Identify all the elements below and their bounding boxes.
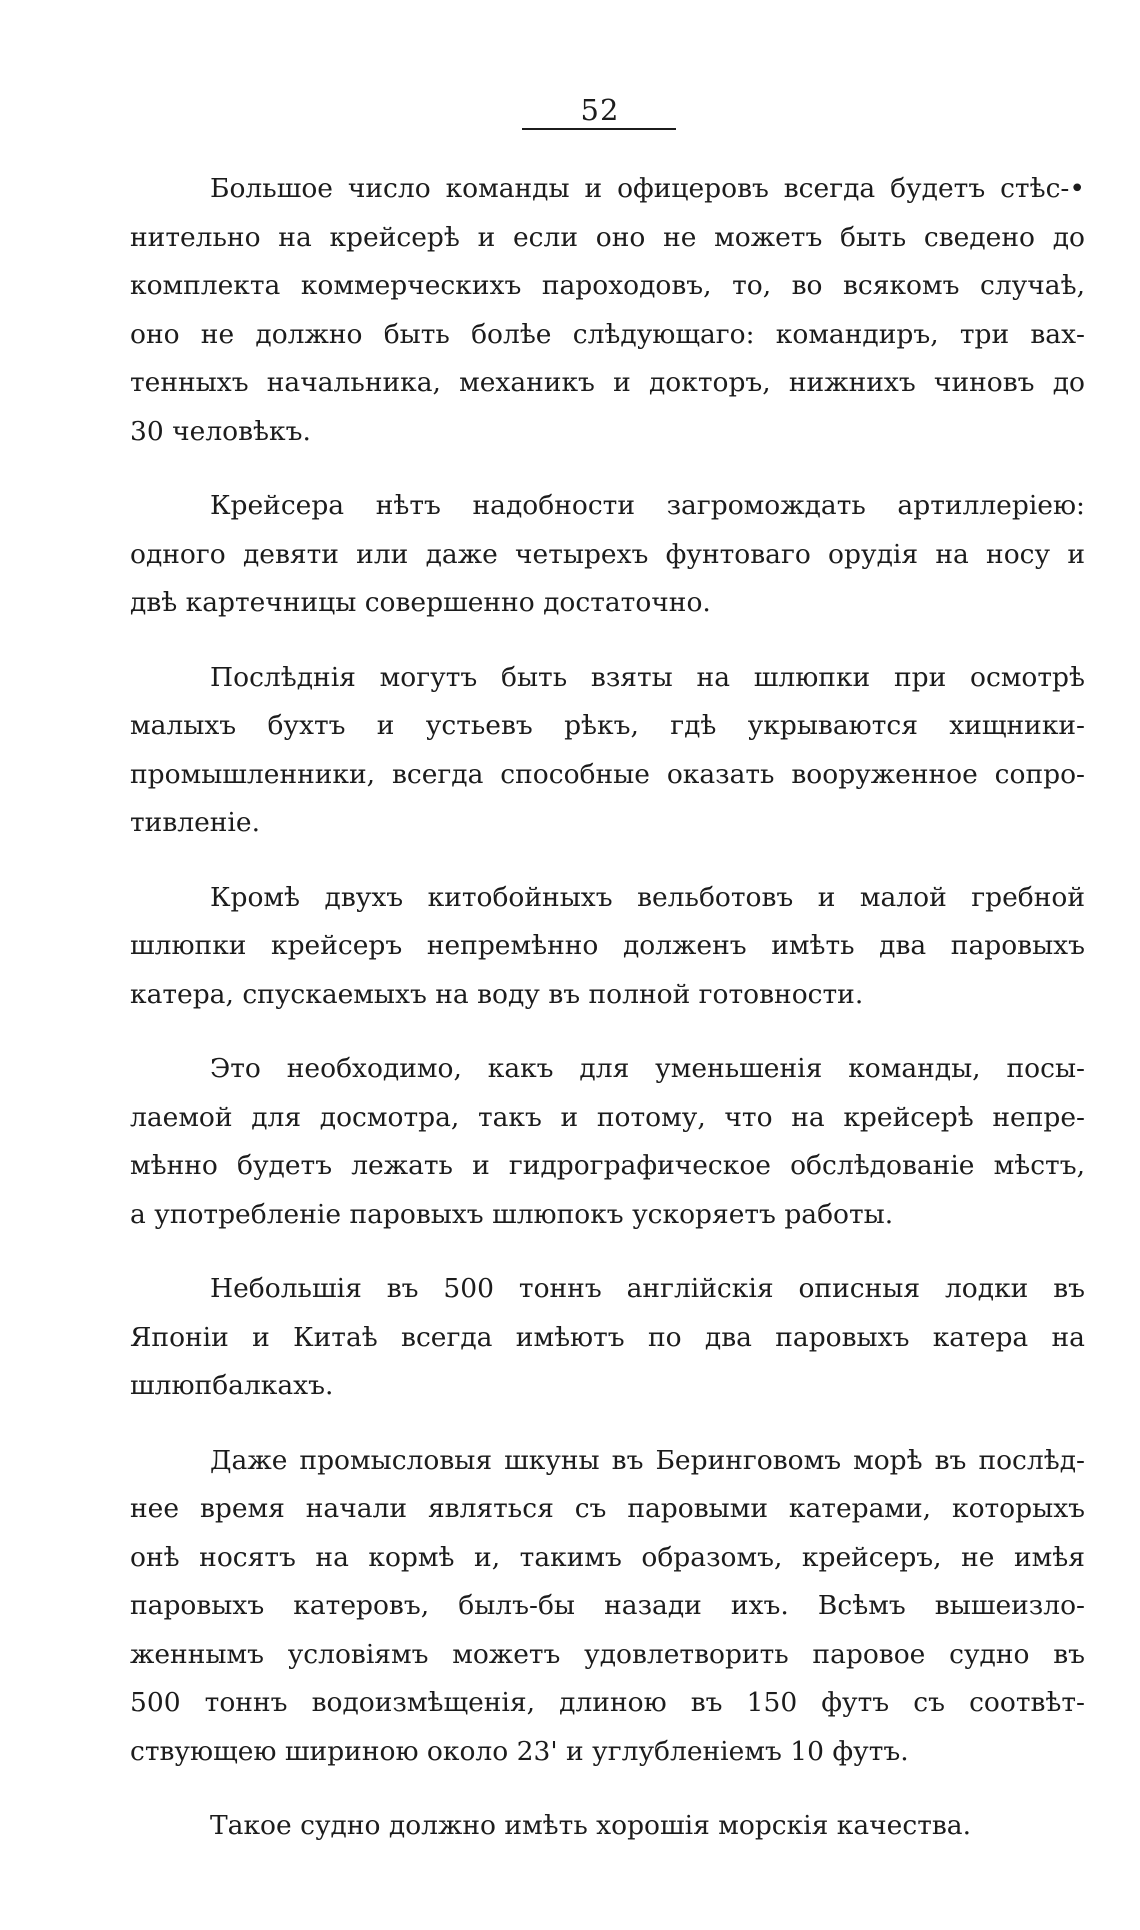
page-number: 52 xyxy=(580,93,620,127)
text-body xyxy=(130,165,1085,1877)
text-line: а употребленіе паровыхъ шлюпокъ ускоряетъ работы. xyxy=(130,1198,894,1230)
text-line: Крейсера нѣтъ надобности загромождать артиллеріею: xyxy=(210,490,1085,521)
text-line: мѣнно будетъ лежать и гидрографическое обслѣдованіе мѣстъ, xyxy=(130,1150,1085,1181)
text-line: паровыхъ катеровъ, былъ-бы назади ихъ. Всѣмъ вышеизло- xyxy=(130,1590,1085,1621)
page-number-rule xyxy=(522,128,676,130)
text-line: Даже промысловыя шкуны въ Беринговомъ морѣ въ послѣд- xyxy=(210,1444,1085,1476)
paragraph xyxy=(130,482,1085,628)
paragraph xyxy=(130,654,1085,848)
paragraph xyxy=(130,1437,1085,1777)
text-line: Японіи и Китаѣ всегда имѣютъ по два паровыхъ катера на xyxy=(130,1321,1085,1353)
text-line: Большое число команды и офицеровъ всегда будетъ стѣс-• xyxy=(210,173,1085,204)
text-line: промышленники, всегда способные оказать вооруженное сопро- xyxy=(130,758,1085,790)
paragraph xyxy=(130,165,1085,456)
text-line: одного девяти или даже четырехъ фунтоваго орудія на носу и xyxy=(130,538,1085,570)
text-line: 30 человѣкъ. xyxy=(130,415,311,447)
text-line: ствующею шириною около 23' и углубленіемъ 10 футъ. xyxy=(130,1735,909,1767)
text-line: оно не должно быть болѣе слѣдующаго: командиръ, три вах- xyxy=(130,318,1085,350)
text-line: женнымъ условіямъ можетъ удовлетворить паровое судно въ xyxy=(130,1638,1085,1670)
paragraph xyxy=(130,1045,1085,1239)
text-line: двѣ картечницы совершенно достаточно. xyxy=(130,587,711,618)
text-line: тенныхъ начальника, механикъ и докторъ, нижнихъ чиновъ до xyxy=(130,367,1085,398)
text-line: Кромѣ двухъ китобойныхъ вельботовъ и малой гребной xyxy=(210,881,1085,913)
paragraph xyxy=(130,1265,1085,1411)
text-line: Небольшія въ 500 тоннъ англійскія описныя лодки въ xyxy=(210,1273,1085,1304)
text-line: катера, спускаемыхъ на воду въ полной готовности. xyxy=(130,978,864,1010)
paragraph xyxy=(130,874,1085,1020)
text-line: шлюпки крейсеръ непремѣнно долженъ имѣть два паровыхъ xyxy=(130,930,1085,961)
text-line: Это необходимо, какъ для уменьшенія команды, посы- xyxy=(210,1053,1085,1084)
text-line: малыхъ бухтъ и устьевъ рѣкъ, гдѣ укрываются хищники- xyxy=(130,710,1085,741)
text-line: лаемой для досмотра, такъ и потому, что на крейсерѣ непре- xyxy=(130,1101,1085,1133)
text-line: тивленіе. xyxy=(130,807,261,838)
text-line: шлюпбалкахъ. xyxy=(130,1370,334,1401)
text-line: 500 тоннъ водоизмѣщенія, длиною въ 150 футъ съ соотвѣт- xyxy=(130,1687,1085,1718)
text-line: нее время начали являться съ паровыми катерами, которыхъ xyxy=(130,1493,1085,1524)
text-line: Послѣднія могутъ быть взяты на шлюпки при осмотрѣ xyxy=(210,661,1085,693)
text-line: комплекта коммерческихъ пароходовъ, то, во всякомъ случаѣ, xyxy=(130,270,1085,301)
text-line: онѣ носятъ на кормѣ и, такимъ образомъ, крейсеръ, не имѣя xyxy=(130,1541,1085,1573)
text-line: нительно на крейсерѣ и если оно не можетъ быть сведено до xyxy=(130,221,1085,253)
text-line: Такое судно должно имѣть хорошія морскія качества. xyxy=(210,1810,972,1841)
paragraph xyxy=(130,1802,1085,1851)
